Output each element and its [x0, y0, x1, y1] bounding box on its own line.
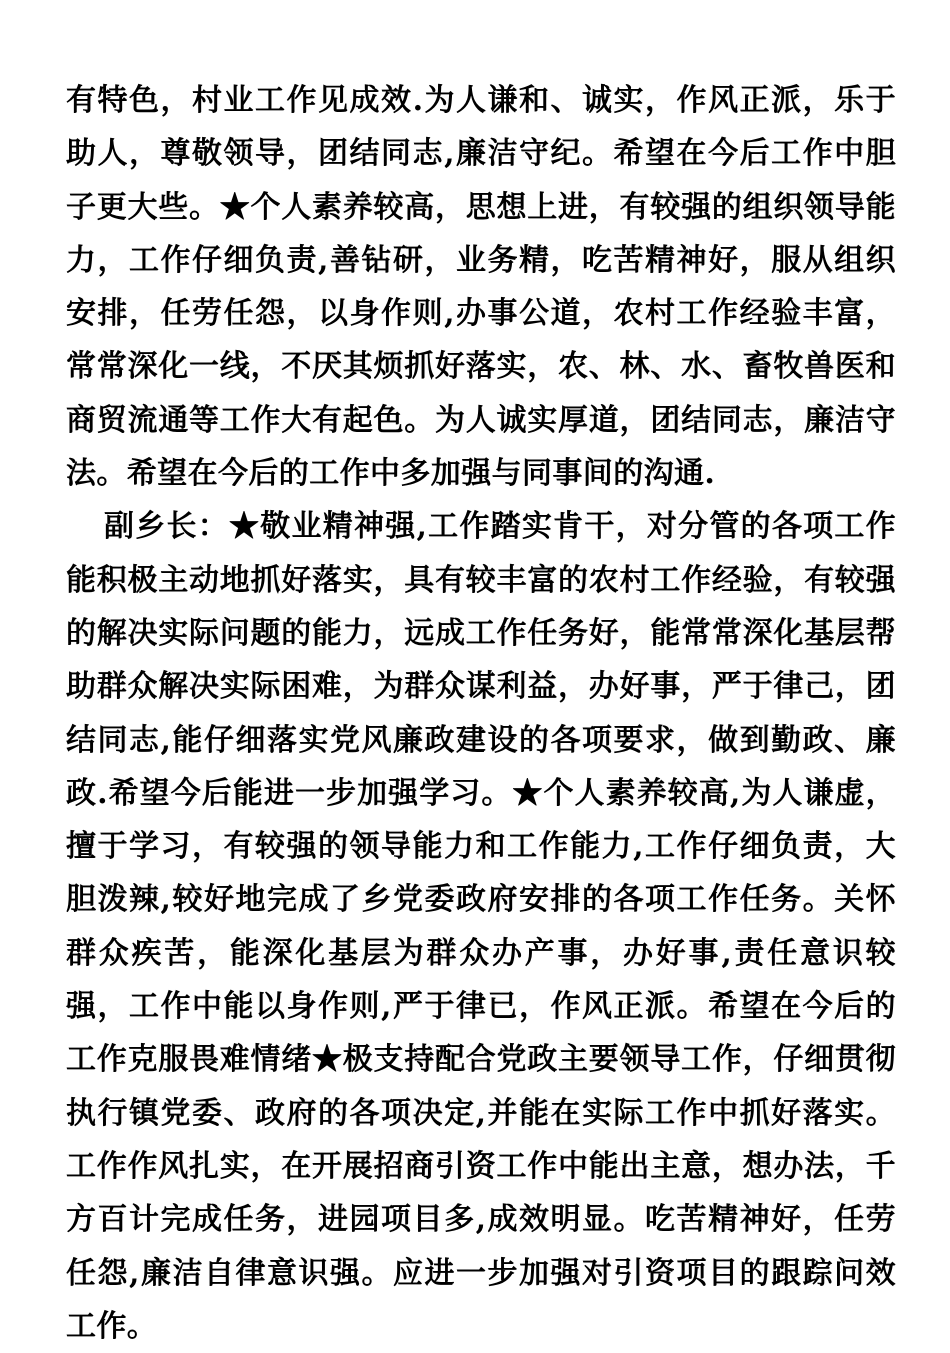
paragraph-evaluation-continued: 有特色，村业工作见成效.为人谦和、诚实，作风正派，乐于助人，尊敬领导，团结同志,廉洁守纪。希望在今后工作中胆子更大些。★个人素养较高，思想上进，有较强的组织领导能力，工作仔细负责,善钻研，业务精，吃苦精神好，服从组织安排，任劳任怨，以身作则,办事公道，农村工作经验丰富，常常深化一线，不厌其烦抓好落实，农、林、水、畜牧兽医和商贸流通等工作大有起色。为人诚实厚道，团结同志，廉洁守法。希望在今后的工作中多加强与同事间的沟通. [66, 83, 896, 492]
document-body [66, 74, 896, 1353]
paragraph-deputy-township-head: 副乡长：★敬业精神强,工作踏实肯干，对分管的各项工作能积极主动地抓好落实，具有较丰富的农村工作经验，有较强的解决实际问题的能力，远成工作任务好，能常常深化基层帮助群众解决实际困难，为群众谋利益，办好事，严于律己，团结同志,能仔细落实党风廉政建设的各项要求，做到勤政、廉政.希望今后能进一步加强学习。★个人素养较高,为人谦虚，擅于学习，有较强的领导能力和工作能力,工作仔细负责，大胆泼辣,较好地完成了乡党委政府安排的各项工作任务。关怀群众疾苦，能深化基层为群众办产事，办好事,责任意识较强，工作中能以身作则,严于律已，作风正派。希望在今后的工作克服畏难情绪★极支持配合党政主要领导工作，仔细贯彻执行镇党委、政府的各项决定,并能在实际工作中抓好落实。工作作风扎实，在开展招商引资工作中能出主意，想办法，千方百计完成任务，进园项目多,成效明显。吃苦精神好，任劳任怨,廉洁自律意识强。应进一步加强对引资项目的跟踪问效工作。 [66, 509, 896, 1344]
